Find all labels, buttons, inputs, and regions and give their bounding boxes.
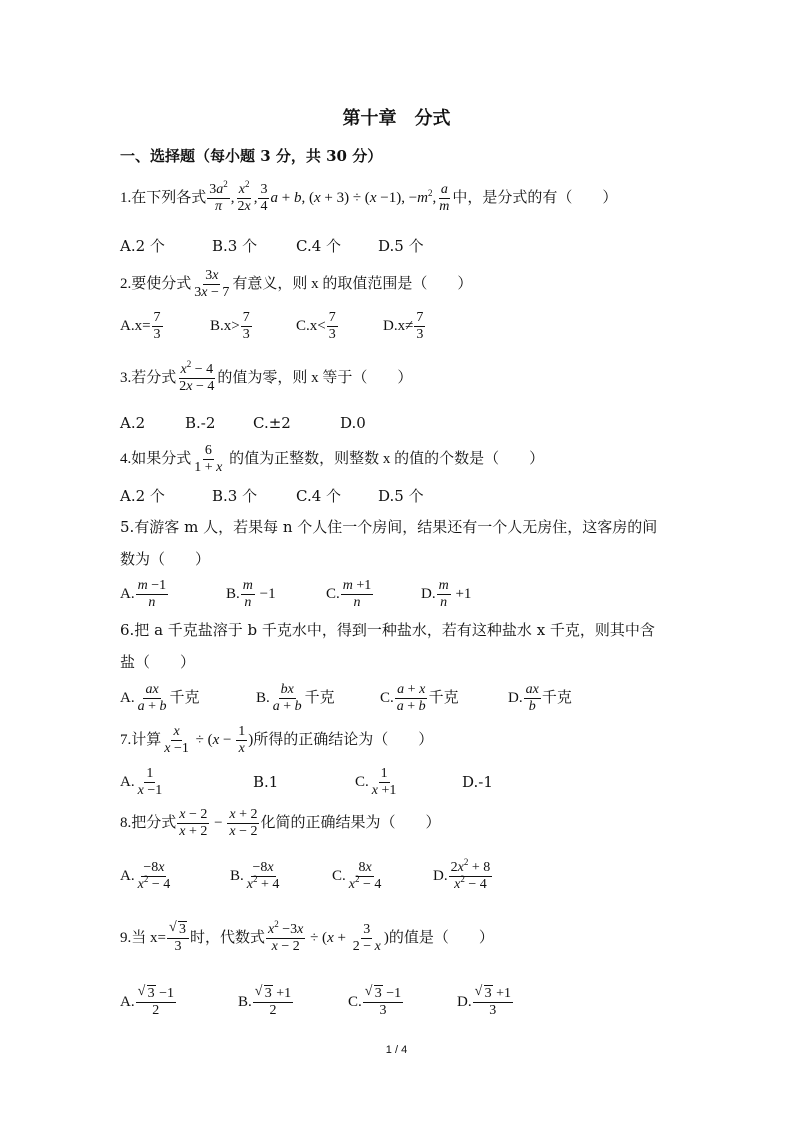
- q1-option-c[interactable]: C.4 个: [296, 237, 342, 255]
- q2-option-c[interactable]: C.x< $\frac{7}{3}$: [296, 310, 336, 343]
- q1-option-d[interactable]: D.5 个: [378, 237, 424, 255]
- page-number: 1 / 4: [385, 1044, 408, 1056]
- q3-option-b[interactable]: B.-2: [185, 414, 216, 432]
- q3-stem-start: 3.若分式: [120, 370, 177, 387]
- question-2: 2.要使分式 $\frac{3x}{3x - 7}$ 有意义，则 x 的取值范围是（ ）: [120, 268, 473, 301]
- q8-stem-end: 化简的正确结果为（ ）: [260, 815, 441, 832]
- q1-stem-start: 1.在下列各式: [120, 190, 207, 207]
- q9-option-d[interactable]: D. √ $\frac{3 +1}{3}$: [457, 986, 514, 1019]
- q9-option-a[interactable]: A. √ $\frac{3 -1}{2}$: [120, 986, 177, 1019]
- q6-option-b[interactable]: B. $\frac{bx}{a + b}$ 千克: [256, 682, 335, 715]
- q7-option-c[interactable]: C. $\frac{1}{x +1}$: [355, 766, 397, 799]
- q1-option-b[interactable]: B.3 个: [212, 237, 258, 255]
- q2-option-d[interactable]: D.x≠ $\frac{7}{3}$: [383, 310, 424, 343]
- q7-option-b[interactable]: B.1: [253, 773, 279, 791]
- page-title: 第十章 分式: [342, 108, 451, 129]
- q5-option-d[interactable]: D. $\frac{m}{n}$ +1: [421, 578, 472, 611]
- q2-option-b[interactable]: B.x> $\frac{7}{3}$: [210, 310, 250, 343]
- q5-stem-line2: 数为（ ）: [120, 550, 211, 568]
- q4-option-a[interactable]: A.2 个: [120, 487, 165, 505]
- q6-option-a[interactable]: A. $\frac{ax}{a + b}$ 千克: [120, 682, 200, 715]
- q6-option-d[interactable]: D. $\frac{ax}{b}$ 千克: [508, 682, 572, 715]
- question-3: 3.若分式 $\frac{x^2 - 4}{2x - 4}$ 的值为零，则 x 等于（ ）: [120, 359, 413, 395]
- q4-stem-start: 4.如果分式: [120, 451, 192, 468]
- q8-option-c[interactable]: C. $\frac{8x}{x^2 - 4}$: [332, 860, 382, 893]
- q5-option-c[interactable]: C. $\frac{m +1}{n}$: [326, 578, 372, 611]
- question-7: 7.计算 $\frac{x}{x -1}$ ÷ (x − $\frac{1}{x}$ )所得的正确结论为（ ）: [120, 724, 434, 757]
- q5-option-a[interactable]: A. $\frac{m -1}{n}$: [120, 578, 167, 611]
- q7-stem-start: 7.计算: [120, 732, 162, 749]
- q7-option-a[interactable]: A. $\frac{1}{x -1}$: [120, 766, 163, 799]
- question-4: 4.如果分式 $\frac{6}{1 + x}$ 的值为正整数，则整数 x 的值的个数是（ ）: [120, 443, 545, 476]
- question-8: 8.把分式 $\frac{x - 2}{x + 2}$ − $\frac{x + 2}{x - 2}$ 化简的正确结果为（ ）: [120, 807, 441, 840]
- q4-option-c[interactable]: C.4 个: [296, 487, 342, 505]
- q8-stem-start: 8.把分式: [120, 815, 177, 832]
- q3-option-d[interactable]: D.0: [340, 414, 366, 432]
- q6-option-c[interactable]: C. $\frac{a + x}{a + b}$ 千克: [380, 682, 459, 715]
- q7-option-d[interactable]: D.-1: [462, 773, 493, 791]
- q8-option-b[interactable]: B. $\frac{-8x}{x^2 + 4}$: [230, 860, 280, 893]
- q2-option-a[interactable]: A.x= $\frac{7}{3}$: [120, 310, 161, 343]
- q5-stem-line1: 5.有游客 m 人，若果每 n 个人住一个房间，结果还有一个人无房住，这客房的间: [120, 518, 658, 536]
- q4-option-b[interactable]: B.3 个: [212, 487, 258, 505]
- q1-option-a[interactable]: A.2 个: [120, 237, 165, 255]
- q2-stem-end: 有意义，则 x 的取值范围是（ ）: [232, 276, 473, 293]
- q5-option-b[interactable]: B. $\frac{m}{n}$ −1: [226, 578, 276, 611]
- q3-stem-end: 的值为零，则 x 等于（ ）: [217, 370, 413, 387]
- q2-stem-start: 2.要使分式: [120, 276, 192, 293]
- q1-stem-end: 中，是分式的有（ ）: [452, 190, 618, 207]
- question-1: 1.在下列各式 $\frac{3a^2}{\pi}$ , $\frac{x^2}{2x}$ , $\frac{3}{4}$ a + b, (x + 3) ÷ (x −1), $-m^2$, $\frac{a}{m}$ 中，是分式的有（ ）: [120, 179, 618, 215]
- q9-stem-start: 9.当 x=: [120, 930, 166, 947]
- q9-option-b[interactable]: B. √ $\frac{3 +1}{2}$: [238, 986, 294, 1019]
- q6-stem-line1: 6.把 a 千克盐溶于 b 千克水中，得到一种盐水，若有这种盐水 x 千克，则其中含: [120, 621, 655, 639]
- q6-stem-line2: 盐（ ）: [120, 653, 196, 671]
- q9-stem-mid: 时，代数式: [189, 930, 265, 947]
- q4-stem-end: 的值为正整数，则整数 x 的值的个数是（ ）: [229, 451, 545, 468]
- question-9: 9.当 x= √ $\frac{3}{3}$ 时，代数式 $\frac{x^2 -3x}{x - 2}$ ÷ (x + $\frac{3}{2 - x}$ )的值是（ ）: [120, 922, 494, 955]
- q7-stem-end: 所得的正确结论为（ ）: [253, 732, 434, 749]
- q3-option-a[interactable]: A.2: [120, 414, 146, 432]
- q4-option-d[interactable]: D.5 个: [378, 487, 424, 505]
- q8-option-d[interactable]: D. $\frac{2x^2 + 8}{x^2 - 4}$: [433, 857, 491, 893]
- q9-option-c[interactable]: C. √ $\frac{3 -1}{3}$: [348, 986, 404, 1019]
- q3-option-c[interactable]: C.±2: [253, 414, 291, 432]
- q8-option-a[interactable]: A. $\frac{-8x}{x^2 - 4}$: [120, 860, 171, 893]
- section-heading: 一、选择题（每小题 3 分，共 30 分）: [120, 147, 383, 165]
- q9-stem-end: 的值是（ ）: [388, 930, 494, 947]
